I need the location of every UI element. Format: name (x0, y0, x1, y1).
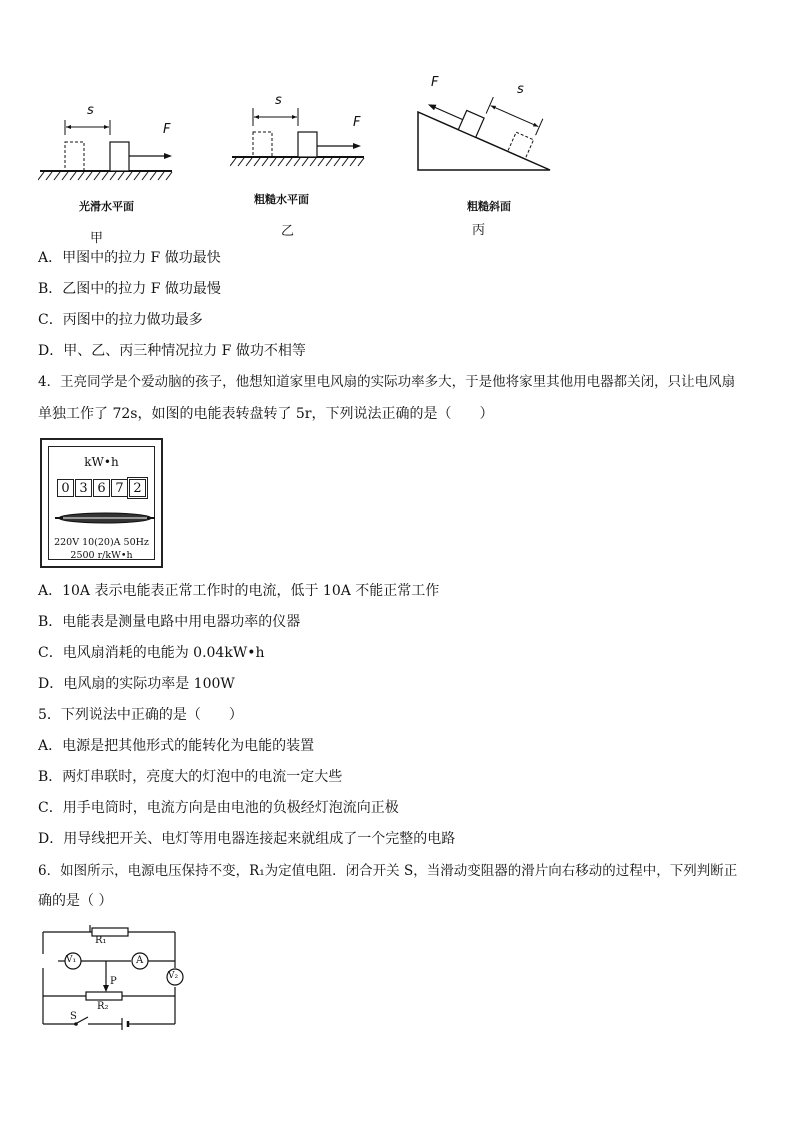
meter-digit: 6 (93, 479, 110, 497)
energy-meter (40, 438, 163, 568)
v1-label: V₁ (66, 955, 77, 965)
meter-digit: 3 (75, 479, 92, 497)
q6-stem-line1: 6．如图所示，电源电压保持不变，R₁为定值电阻．闭合开关 S，当滑动变阻器的滑片向右移动的过程中，下列判断正 (38, 863, 738, 879)
figure-jia-f-label: F (163, 122, 171, 137)
meter-rotating-disc (55, 507, 155, 529)
q4-option-d: D．电风扇的实际功率是 100W (38, 676, 235, 692)
q6-stem-line2: 确的是（ ） (38, 893, 113, 909)
switch-s (77, 1017, 88, 1023)
meter-spec-line1: 220V 10(20)A 50Hz (54, 537, 149, 548)
q5-option-d: D．用导线把开关、电灯等用电器连接起来就组成了一个完整的电路 (38, 831, 456, 847)
meter-digits (57, 479, 147, 497)
q4-stem-line2: 单独工作了 72s，如图的电能表转盘转了 5r，下列说法正确的是（ ） (38, 406, 494, 422)
energy-meter-panel (48, 446, 155, 560)
slider-label: P (110, 976, 117, 987)
figure-yi-diagram (230, 90, 370, 175)
q5-option-a: A．电源是把其他形式的能转化为电能的装置 (38, 738, 315, 754)
figure-bing-surface: 粗糙斜面 (467, 200, 511, 213)
q5-option-c: C．用手电筒时，电流方向是由电池的负极经灯泡流向正极 (38, 800, 399, 816)
r1-label: R₁ (95, 935, 107, 946)
slider-arrow (103, 985, 109, 992)
figure-jia-surface: 光滑水平面 (79, 200, 134, 213)
figure-yi-f-label: F (353, 115, 361, 130)
figure-bing-tag: 丙 (472, 223, 486, 238)
meter-unit: kW•h (84, 455, 119, 469)
figure-bing-f-label: F (431, 75, 439, 90)
r2-resistor (86, 992, 122, 1000)
meter-digit-decimal: 2 (129, 479, 146, 497)
figure-yi-s-label: s (275, 93, 282, 108)
q4-stem-line1: 4．王亮同学是个爱动脑的孩子，他想知道家里电风扇的实际功率多大，于是他将家里其他用电器都关闭，只让电风扇 (38, 374, 736, 390)
q4-option-b: B．电能表是测量电路中用电器功率的仪器 (38, 614, 301, 630)
q3-option-c: C．丙图中的拉力做功最多 (38, 312, 203, 328)
ammeter-label: A (136, 955, 144, 966)
meter-digit: 0 (57, 479, 74, 497)
figure-jia-diagram (38, 95, 178, 190)
figure-jia-s-label: s (87, 103, 94, 118)
r2-label: R₂ (97, 1001, 109, 1012)
meter-spec-line2: 2500 r/kW•h (70, 550, 133, 561)
q4-option-c: C．电风扇消耗的电能为 0.04kW•h (38, 645, 265, 661)
q3-option-d: D．甲、乙、丙三种情况拉力 F 做功不相等 (38, 343, 306, 359)
meter-digit: 7 (111, 479, 128, 497)
q5-option-b: B．两灯串联时，亮度大的灯泡中的电流一定大些 (38, 769, 343, 785)
figure-jia-tag: 甲 (90, 231, 104, 246)
switch-label: S (70, 1011, 77, 1022)
q4-option-a: A．10A 表示电能表正常工作时的电流，低于 10A 不能正常工作 (38, 583, 440, 599)
v2-label: V₂ (168, 971, 179, 981)
figure-yi-tag: 乙 (281, 224, 295, 239)
q3-option-b: B．乙图中的拉力 F 做功最慢 (38, 281, 221, 297)
figure-yi-surface: 粗糙水平面 (254, 193, 309, 206)
q3-option-a: A．甲图中的拉力 F 做功最快 (38, 250, 221, 266)
figure-bing-s-label: s (517, 82, 524, 97)
q5-stem: 5．下列说法中正确的是（ ） (38, 707, 243, 723)
